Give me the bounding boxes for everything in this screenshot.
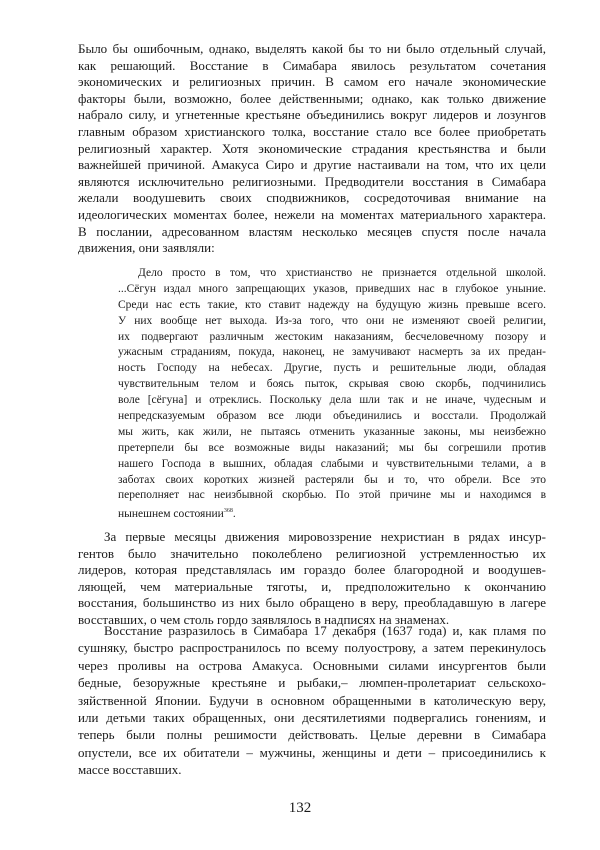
text-line xyxy=(78,657,546,674)
line-text: непредсказуемым образом все люди объединились и восстали. Продолжай xyxy=(118,410,546,423)
page-number: 132 xyxy=(288,800,312,816)
text-line xyxy=(78,761,546,778)
text-line xyxy=(78,58,546,75)
line-text: восстания, большинство из них было обращено в веру, преобладавшую в лагере xyxy=(78,595,546,611)
paragraph-intro xyxy=(78,41,546,257)
line-text: заботах своих коротких жизней растеряли бы и то, что обрели. Все это xyxy=(118,473,546,486)
text-line xyxy=(78,709,546,726)
line-text: их подвергают различным жестоким наказаниям, бесчеловечному позору и xyxy=(118,330,546,343)
text-line xyxy=(78,579,546,596)
text-line xyxy=(118,409,546,425)
text-line xyxy=(78,224,546,241)
line-text: как решающий. Восстание в Симабара явилось результатом сочетания xyxy=(78,57,546,73)
line-text: чувствительным телом и боясь пыток, скрывая свою скорбь, подчинились xyxy=(118,378,546,391)
block-quote xyxy=(118,266,546,520)
line-text: лидеров, которая представлялась им гораздо более благородной и воодушев- xyxy=(78,562,546,578)
line-text: являются исключительно религиозными. Предводители восстания в Симабара xyxy=(78,173,546,189)
line-text: мы жить, как жили, не пытаясь отменить указанные законы, мы неизбежно xyxy=(118,425,546,438)
text-line xyxy=(118,377,546,393)
text-line xyxy=(118,441,546,457)
line-text: ляющей, чем материальные тяготы, и, предположительно к окончанию xyxy=(78,578,546,594)
line-text: массе восставших. xyxy=(78,762,182,778)
text-line xyxy=(78,174,546,191)
text-line xyxy=(118,298,546,314)
text-line xyxy=(78,529,546,546)
text-line xyxy=(78,124,546,141)
line-text: У них вообще нет выхода. Из-за того, что они не изменяют своей религии, xyxy=(118,314,546,327)
line-text: претерпели бы все возможные виды наказаний; мы бы согрешили против xyxy=(118,441,546,454)
paragraph-uprising xyxy=(78,622,546,779)
text-line xyxy=(78,107,546,124)
text-line xyxy=(78,157,546,174)
line-text: ужасным страданиям, покуда, наконец, не замучивают насмерть за их предан- xyxy=(118,346,546,359)
text-line xyxy=(118,473,546,489)
line-text: главным образом христианского толка, восстание стало все более приобретать xyxy=(78,123,546,139)
text-line xyxy=(118,393,546,409)
text-line xyxy=(78,141,546,158)
line-text: желали воодушевить своих сподвижников, сосредоточивая внимание на xyxy=(78,190,546,206)
text-line xyxy=(118,282,546,298)
text-line xyxy=(118,504,546,520)
text-line xyxy=(78,546,546,563)
text-line xyxy=(78,41,546,58)
text-line xyxy=(118,314,546,330)
line-text: факторы были, возможно, более действенными; однако, как только движение xyxy=(78,90,546,106)
line-text: нашего Господа в вышних, обладая слабыми и чувствительными телами, а в xyxy=(118,457,546,470)
text-line xyxy=(78,639,546,656)
line-text: сушняку, быстро распространилось по всему полуострову, а затем перекинулось xyxy=(78,640,546,656)
line-text: бедные, безоружные крестьяне и рыбаки,– люмпен-пролетариат сельскохо- xyxy=(78,675,546,691)
line-text: опустели, все их обитатели – мужчины, женщины и дети – присоединились к xyxy=(78,744,546,760)
line-text: ность Господу на небесах. Другие, пусть и решительные люди, обладая xyxy=(118,362,546,375)
line-text: Восстание разразилось в Симабара 17 декабря (1637 года) и, как пламя по xyxy=(104,623,546,638)
text-line xyxy=(78,91,546,108)
text-line xyxy=(118,345,546,361)
text-line xyxy=(118,488,546,504)
text-line xyxy=(118,330,546,346)
line-text: через проливы на острова Амакуса. Основными силами инсургентов были xyxy=(78,657,546,673)
line-text: переполняет нас неизбывной скорбью. По этой причине мы и находимся в xyxy=(118,489,546,502)
line-text: восставших, о чем столь гордо заявлялось в надписях на знаменах. xyxy=(78,611,450,627)
quote-end-punct: . xyxy=(232,508,236,521)
line-text: Среди нас есть такие, кто ставит надежду на будущую жизнь превыше всего. xyxy=(118,298,546,311)
line-text: В послании, адресованном властям несколько месяцев спустя после начала xyxy=(78,223,546,239)
line-text: гентов было значительно поколеблено религиозной устремленностью их xyxy=(78,545,546,561)
line-text: идеологических моментах более, нежели на моментах материального характера. xyxy=(78,206,546,222)
line-text: ...Сёгун издал много запрещающих указов, приведших нас в глубокое уныние. xyxy=(118,282,546,295)
text-line xyxy=(78,240,546,257)
text-line xyxy=(78,207,546,224)
text-line xyxy=(78,595,546,612)
text-line xyxy=(118,457,546,473)
line-text: воле [сёгуна] и отреклись. Поскольку дела шли так и не иначе, чудесным и xyxy=(118,394,546,407)
line-text: Дело просто в том, что христианство не признается отдельной школой. xyxy=(138,267,546,279)
paragraph-worldview xyxy=(78,529,546,629)
text-line xyxy=(78,726,546,743)
text-line xyxy=(78,622,546,639)
line-text: Было бы ошибочным, однако, выделять какой бы то ни было отдельный случай, xyxy=(78,41,546,56)
text-line xyxy=(78,744,546,761)
line-text: нынешнем состоянии xyxy=(118,508,224,521)
line-text: За первые месяцы движения мировоззрение нехристиан в рядах инсур- xyxy=(104,529,546,544)
line-text: набрало силу, и угнетенные крестьяне объединились вокруг лидеров и лозунгов xyxy=(78,107,546,123)
text-line xyxy=(78,562,546,579)
line-text: экономических и религиозных причин. В самом его начале экономические xyxy=(78,74,546,90)
text-line xyxy=(78,190,546,207)
text-line xyxy=(78,692,546,709)
text-line xyxy=(118,425,546,441)
line-text: движения, они заявляли: xyxy=(78,240,215,256)
text-line xyxy=(118,266,546,282)
text-line xyxy=(118,361,546,377)
line-text: важнейшей причиной. Амакуса Сиро и другие настаивали на том, что их цели xyxy=(78,157,546,173)
text-line xyxy=(78,74,546,91)
footnote-ref: 368 xyxy=(223,508,233,515)
line-text: или детьми таких обращенных, они десятилетиями подвергались гонениям, и xyxy=(78,709,546,725)
text-line xyxy=(78,674,546,691)
line-text: религиозный характер. Хотя экономические страдания крестьянства и были xyxy=(78,140,546,156)
line-text: теперь были полны решимости действовать. Целые деревни в Симабара xyxy=(78,727,546,743)
line-text: зяйственной Японии. Будучи в основном обращенными в католическую веру, xyxy=(78,692,546,708)
